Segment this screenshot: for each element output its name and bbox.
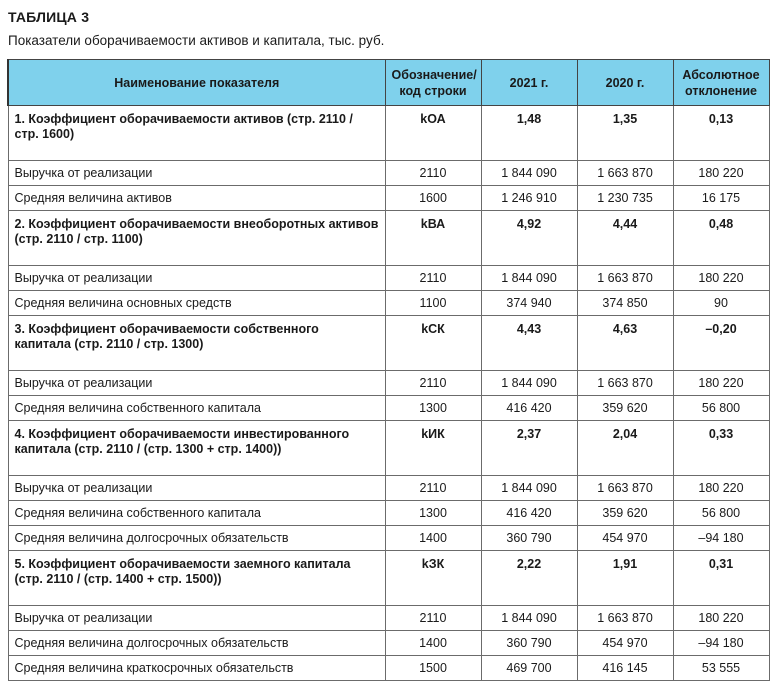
cell-deviation: –0,20 [673,316,769,371]
cell-deviation: 0,33 [673,421,769,476]
header-code: Обозначение/ код строки [385,60,481,106]
cell-2020: 1 663 870 [577,266,673,291]
cell-name: Выручка от реализации [8,371,385,396]
table-subtitle: Показатели оборачиваемости активов и капитала, тыс. руб. [8,33,385,48]
cell-deviation: –94 180 [673,526,769,551]
cell-name: Средняя величина долгосрочных обязательств [8,526,385,551]
table-row-indicator [8,316,769,371]
table-row-indicator [8,106,769,161]
table-row [8,476,769,501]
cell-name: Средняя величина долгосрочных обязательств [8,631,385,656]
table-row [8,371,769,396]
cell-code: kОА [385,106,481,161]
table-header-row [8,60,769,106]
cell-2021: 1,48 [481,106,577,161]
cell-2021: 416 420 [481,501,577,526]
cell-deviation: 180 220 [673,266,769,291]
cell-name: 2. Коэффициент оборачиваемости внеоборотных активов (стр. 2110 / стр. 1100) [8,211,385,266]
cell-name: 5. Коэффициент оборачиваемости заемного капитала (стр. 2110 / (стр. 1400 + стр. 1500)) [8,551,385,606]
header-indicator-name: Наименование показателя [8,60,385,106]
table-row [8,526,769,551]
cell-deviation: 0,31 [673,551,769,606]
cell-2021: 2,22 [481,551,577,606]
table-row-indicator [8,551,769,606]
table-row-indicator [8,421,769,476]
cell-2021: 416 420 [481,396,577,421]
table-row [8,631,769,656]
table-row [8,606,769,631]
cell-code: 1600 [385,186,481,211]
cell-deviation: 0,48 [673,211,769,266]
cell-deviation: 56 800 [673,501,769,526]
cell-deviation: 56 800 [673,396,769,421]
cell-2020: 1 230 735 [577,186,673,211]
cell-code: 2110 [385,606,481,631]
table-caption: ТАБЛИЦА 3 [8,9,90,25]
cell-2021: 374 940 [481,291,577,316]
cell-2020: 2,04 [577,421,673,476]
table-row [8,161,769,186]
cell-deviation: 180 220 [673,371,769,396]
table-row [8,656,769,681]
cell-2020: 1 663 870 [577,476,673,501]
cell-2021: 1 246 910 [481,186,577,211]
cell-code: kЗК [385,551,481,606]
table-row [8,291,769,316]
cell-2021: 469 700 [481,656,577,681]
turnover-table [7,59,770,681]
cell-code: 1400 [385,526,481,551]
cell-deviation: –94 180 [673,631,769,656]
cell-2020: 1,35 [577,106,673,161]
cell-2021: 1 844 090 [481,476,577,501]
cell-code: kИК [385,421,481,476]
cell-code: kСК [385,316,481,371]
cell-2020: 359 620 [577,396,673,421]
cell-code: 2110 [385,266,481,291]
cell-code: 1100 [385,291,481,316]
cell-code: 1500 [385,656,481,681]
cell-2020: 1 663 870 [577,606,673,631]
cell-2021: 360 790 [481,526,577,551]
cell-2021: 1 844 090 [481,266,577,291]
cell-deviation: 90 [673,291,769,316]
cell-name: Средняя величина краткосрочных обязательств [8,656,385,681]
header-2020: 2020 г. [577,60,673,106]
cell-name: Выручка от реализации [8,161,385,186]
cell-2020: 416 145 [577,656,673,681]
cell-name: 4. Коэффициент оборачиваемости инвестированного капитала (стр. 2110 / (стр. 1300 + стр. 1400)) [8,421,385,476]
cell-code: 2110 [385,476,481,501]
cell-deviation: 0,13 [673,106,769,161]
cell-2021: 1 844 090 [481,606,577,631]
cell-name: Выручка от реализации [8,476,385,501]
cell-name: Выручка от реализации [8,606,385,631]
cell-name: Средняя величина активов [8,186,385,211]
cell-code: 2110 [385,371,481,396]
cell-name: 1. Коэффициент оборачиваемости активов (стр. 2110 / стр. 1600) [8,106,385,161]
cell-deviation: 180 220 [673,606,769,631]
cell-name: Средняя величина собственного капитала [8,501,385,526]
table-row [8,501,769,526]
cell-2020: 359 620 [577,501,673,526]
cell-code: kВА [385,211,481,266]
cell-2020: 4,44 [577,211,673,266]
cell-2020: 1,91 [577,551,673,606]
table-row [8,186,769,211]
table-row [8,396,769,421]
cell-code: 1300 [385,501,481,526]
header-2021: 2021 г. [481,60,577,106]
cell-deviation: 16 175 [673,186,769,211]
header-abs-deviation: Абсолютное отклонение [673,60,769,106]
cell-deviation: 180 220 [673,476,769,501]
cell-2021: 1 844 090 [481,371,577,396]
cell-2020: 454 970 [577,631,673,656]
cell-2021: 2,37 [481,421,577,476]
cell-code: 2110 [385,161,481,186]
table-row-indicator [8,211,769,266]
table-row [8,266,769,291]
cell-2021: 4,92 [481,211,577,266]
cell-2020: 4,63 [577,316,673,371]
cell-name: 3. Коэффициент оборачиваемости собственного капитала (стр. 2110 / стр. 1300) [8,316,385,371]
cell-2020: 374 850 [577,291,673,316]
cell-deviation: 180 220 [673,161,769,186]
cell-name: Средняя величина основных средств [8,291,385,316]
cell-name: Выручка от реализации [8,266,385,291]
cell-deviation: 53 555 [673,656,769,681]
cell-2020: 1 663 870 [577,161,673,186]
cell-2021: 1 844 090 [481,161,577,186]
cell-code: 1400 [385,631,481,656]
cell-code: 1300 [385,396,481,421]
cell-2021: 360 790 [481,631,577,656]
cell-name: Средняя величина собственного капитала [8,396,385,421]
cell-2020: 454 970 [577,526,673,551]
cell-2020: 1 663 870 [577,371,673,396]
cell-2021: 4,43 [481,316,577,371]
